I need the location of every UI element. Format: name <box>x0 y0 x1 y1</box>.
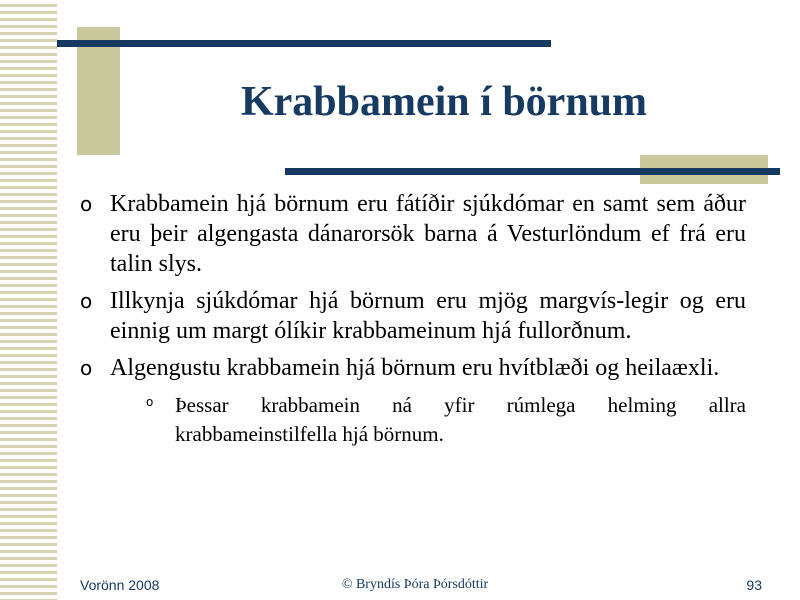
footer-copyright: © Bryndís Þóra Þórsdóttir <box>341 577 489 592</box>
sub-bullet-marker-icon: o <box>146 395 154 409</box>
bullet-marker-icon: o <box>80 192 93 216</box>
decorative-stripes <box>0 0 57 600</box>
bullet-marker-icon: o <box>80 289 93 313</box>
bullet-text: Krabbamein hjá börnum eru fátíðir sjúkdómar en samt sem áður eru þeir algengasta dánarorsök barna á Vesturlöndum ef frá eru talin slys. <box>110 191 746 277</box>
bullet-text: Algengustu krabbamein hjá börnum eru hvítblæði og heilaæxli. <box>110 355 720 381</box>
slide-number: 93 <box>746 577 762 593</box>
sub-bullet-text: Þessar krabbamein ná yfir rúmlega helming allra krabbameinstilfella hjá börnum. <box>175 393 746 446</box>
title-rule-top <box>57 40 551 47</box>
bullet-item <box>80 353 746 449</box>
bullet-marker-icon: o <box>80 356 93 380</box>
slide-title: Krabbamein í börnum <box>240 79 648 125</box>
bullet-item <box>80 286 746 346</box>
title-rule-bottom <box>285 168 780 175</box>
bullet-item <box>80 189 746 279</box>
bullet-text: Illkynja sjúkdómar hjá börnum eru mjög margvís-legir og eru einnig um margt ólíkir krabbameinum hjá fullorðnum. <box>110 288 746 344</box>
bullet-list <box>80 189 746 456</box>
sub-bullet-item <box>146 391 746 449</box>
footer-semester: Vorönn 2008 <box>80 577 160 593</box>
